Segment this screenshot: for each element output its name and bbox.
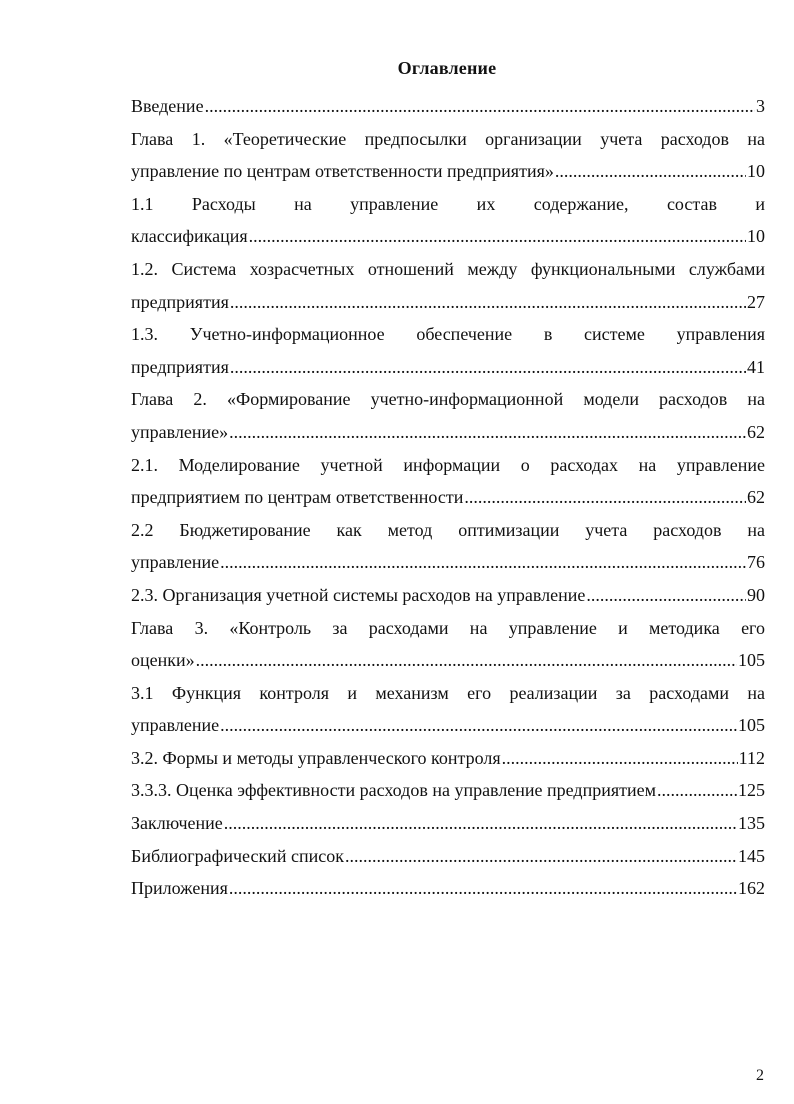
dot-leader — [464, 481, 746, 514]
toc-entry-page: 145 — [738, 845, 765, 866]
toc-entry-line: 1.2. Система хозрасчетных отношений между функциональными службами — [131, 258, 765, 279]
toc-entry-page: 162 — [738, 878, 765, 899]
toc-entry — [131, 90, 765, 123]
toc-entry — [131, 579, 765, 612]
toc-entry-page: 76 — [747, 552, 765, 573]
toc-entry-label: 3.2. Формы и методы управленческого контроля — [131, 747, 501, 768]
dot-leader — [230, 286, 746, 319]
toc-entry — [131, 253, 765, 318]
toc-entry-label: Приложения — [131, 878, 228, 899]
toc-entry — [131, 807, 765, 840]
toc-entry-label: классификация — [131, 226, 248, 247]
toc-entry-label: 3.3.3. Оценка эффективности расходов на управление предприятием — [131, 780, 657, 801]
toc-entry-leader-line — [131, 709, 765, 742]
toc-entry-line: 2.2 Бюджетирование как метод оптимизации учета расходов на — [131, 519, 765, 540]
toc-entry-label: оценки» — [131, 650, 195, 671]
toc-entry-leader-line — [131, 286, 765, 319]
toc-entry-label: 2.3. Организация учетной системы расходов на управление — [131, 584, 586, 605]
toc-entry-page: 105 — [738, 650, 765, 671]
toc-entry-page: 41 — [747, 356, 765, 377]
toc-entry-page: 27 — [747, 291, 765, 312]
dot-leader — [249, 220, 746, 253]
toc-entry-leader-line — [131, 90, 765, 123]
toc-entry-leader-line — [131, 742, 765, 775]
page-title: Оглавление — [397, 58, 497, 78]
toc-entry-page: 62 — [747, 421, 765, 442]
toc-entry-label: Библиографический список — [131, 845, 344, 866]
toc-entry-leader-line — [131, 351, 765, 384]
toc-entry-label: Введение — [131, 96, 204, 116]
toc-entry — [131, 612, 765, 677]
toc-entry-page: 10 — [747, 226, 765, 247]
toc-entry-leader-line — [131, 155, 765, 188]
dot-leader — [502, 742, 738, 775]
toc-entry — [131, 188, 765, 253]
dot-leader — [220, 546, 746, 579]
toc-entry-leader-line — [131, 840, 765, 873]
toc-entry-leader-line — [131, 579, 765, 612]
toc-entry-page: 10 — [747, 161, 765, 182]
toc-entry — [131, 449, 765, 514]
toc-entry — [131, 123, 765, 188]
toc-entry-leader-line — [131, 546, 765, 579]
toc-entry-line: 1.1 Расходы на управление их содержание, состав и — [131, 193, 765, 214]
dot-leader — [196, 644, 737, 677]
toc-entry-line: Глава 3. «Контроль за расходами на управление и методика его — [131, 617, 765, 638]
toc-entry — [131, 677, 765, 742]
toc-entry-label: управление — [131, 552, 220, 573]
toc-entry-line: 1.3. Учетно-информационное обеспечение в системе управления — [131, 324, 765, 345]
toc-entry — [131, 514, 765, 579]
dot-leader — [229, 416, 746, 449]
toc-entry-label: предприятия — [131, 356, 229, 377]
toc-entry — [131, 774, 765, 807]
dot-leader — [345, 840, 737, 873]
toc-entry — [131, 872, 765, 905]
toc-entry-label: управление по центрам ответственности предприятия» — [131, 161, 554, 182]
toc-entry-label: предприятия — [131, 291, 229, 312]
toc-entry-line: Глава 2. «Формирование учетно-информационной модели расходов на — [131, 389, 765, 410]
toc-entry-leader-line — [131, 774, 765, 807]
toc-entry-leader-line — [131, 481, 765, 514]
dot-leader — [229, 872, 737, 905]
toc-entry-leader-line — [131, 644, 765, 677]
dot-leader — [220, 709, 737, 742]
toc-entry-line: 3.1 Функция контроля и механизм его реализации за расходами на — [131, 682, 765, 703]
toc-entry-page: 125 — [738, 780, 765, 801]
toc-entry-page: 135 — [738, 813, 765, 834]
dot-leader — [230, 351, 746, 384]
toc-entry-label: Заключение — [131, 813, 223, 834]
toc-entry-line: 2.1. Моделирование учетной информации о расходах на управление — [131, 454, 765, 475]
table-of-contents — [131, 90, 765, 905]
dot-leader — [657, 774, 737, 807]
toc-entry-label: управление» — [131, 421, 229, 442]
dot-leader — [586, 579, 746, 612]
toc-entry — [131, 742, 765, 775]
dot-leader — [205, 90, 755, 123]
toc-entry — [131, 383, 765, 448]
dot-leader — [555, 155, 746, 188]
toc-entry-label: управление — [131, 715, 220, 736]
toc-entry-label: предприятием по центрам ответственности — [131, 487, 464, 508]
toc-entry-line: Глава 1. «Теоретические предпосылки организации учета расходов на — [131, 128, 765, 149]
page-number: 2 — [756, 1067, 764, 1084]
toc-entry — [131, 840, 765, 873]
dot-leader — [224, 807, 737, 840]
toc-entry-page: 105 — [738, 715, 765, 736]
toc-entry-page: 62 — [747, 487, 765, 508]
toc-entry-leader-line — [131, 872, 765, 905]
toc-entry-leader-line — [131, 807, 765, 840]
toc-entry — [131, 318, 765, 383]
toc-entry-page: 3 — [756, 96, 765, 116]
toc-entry-leader-line — [131, 416, 765, 449]
toc-entry-page: 90 — [747, 584, 765, 605]
toc-entry-page: 112 — [738, 747, 765, 768]
toc-entry-leader-line — [131, 220, 765, 253]
